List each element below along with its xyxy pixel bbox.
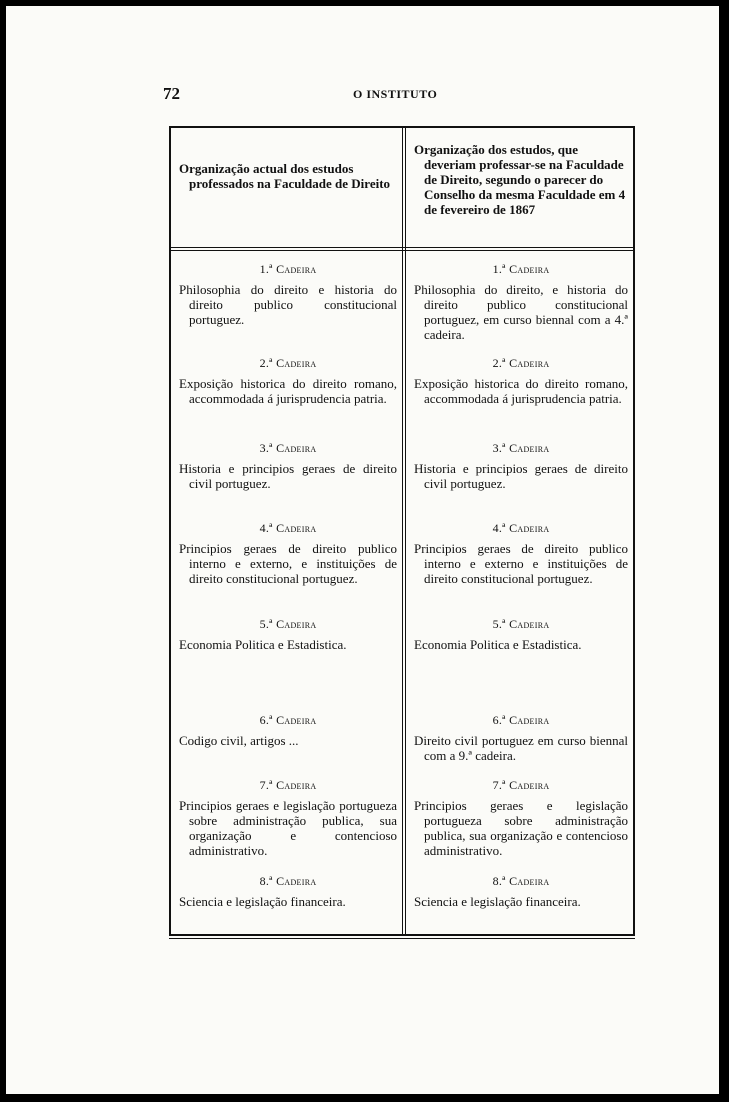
cadeira-label: Cadeira (509, 441, 550, 455)
right-column (414, 128, 628, 934)
cadeira-label: Cadeira (509, 713, 550, 727)
cadeira-heading (179, 874, 397, 889)
cadeira-number: 7.ª (259, 778, 273, 792)
cadeira-heading (414, 874, 628, 889)
cadeira-heading (414, 778, 628, 793)
cadeira-label: Cadeira (276, 356, 317, 370)
left-section-5 (179, 617, 397, 652)
left-section-3 (179, 441, 397, 491)
cadeira-heading (179, 778, 397, 793)
cadeira-number: 3.ª (492, 441, 506, 455)
right-section-7 (414, 778, 628, 858)
left-section-2 (179, 356, 397, 406)
subject-text: Sciencia e legislação financeira. (414, 894, 581, 909)
subject-text: Principios geraes de direito publico interno e externo e instituições de direito constitucional portuguez. (414, 541, 628, 586)
cadeira-number: 4.ª (259, 521, 273, 535)
subject-text: Historia e principios geraes de direito civil portuguez. (179, 461, 397, 491)
cadeira-number: 1.ª (259, 262, 273, 276)
cadeira-number: 2.ª (259, 356, 273, 370)
comparison-table (169, 126, 635, 936)
cadeira-heading (414, 441, 628, 456)
cadeira-label: Cadeira (276, 262, 317, 276)
cadeira-label: Cadeira (509, 617, 550, 631)
cadeira-number: 4.ª (492, 521, 506, 535)
cadeira-number: 6.ª (259, 713, 273, 727)
subject-text: Codigo civil, artigos ... (179, 733, 299, 748)
left-section-4 (179, 521, 397, 586)
cadeira-heading (414, 521, 628, 536)
right-section-5 (414, 617, 628, 652)
cadeira-label: Cadeira (509, 778, 550, 792)
subject-text: Principios geraes de direito publico interno e externo, e instituições de direito constitucional portuguez. (179, 541, 397, 586)
cadeira-label: Cadeira (276, 617, 317, 631)
right-section-6 (414, 713, 628, 763)
right-section-8 (414, 874, 628, 909)
subject-text: Principios geraes e legislação portugueza sobre administração publica, sua organização e contencioso administrativo. (414, 798, 628, 858)
cadeira-heading (179, 262, 397, 277)
subject-text: Principios geraes e legislação portugueza sobre administração publica, sua organização e contencioso administrativo. (179, 798, 397, 858)
cadeira-label: Cadeira (276, 874, 317, 888)
cadeira-label: Cadeira (276, 713, 317, 727)
cadeira-number: 3.ª (259, 441, 273, 455)
left-section-7 (179, 778, 397, 858)
left-section-1 (179, 262, 397, 327)
cadeira-heading (414, 262, 628, 277)
cadeira-number: 8.ª (492, 874, 506, 888)
cadeira-heading (414, 617, 628, 632)
cadeira-label: Cadeira (509, 262, 550, 276)
running-head (163, 84, 563, 104)
left-section-6 (179, 713, 397, 748)
subject-text: Economia Politica e Estadistica. (179, 637, 347, 652)
cadeira-heading (179, 441, 397, 456)
right-section-3 (414, 441, 628, 491)
cadeira-heading (179, 617, 397, 632)
right-section-1 (414, 262, 628, 342)
cadeira-number: 6.ª (492, 713, 506, 727)
subject-text: Philosophia do direito, e historia do direito publico constitucional portuguez, em curso biennal com a 4.ª cadeira. (414, 282, 628, 342)
cadeira-label: Cadeira (509, 874, 550, 888)
page-number: 72 (163, 84, 180, 103)
cadeira-heading (179, 713, 397, 728)
subject-text: Exposição historica do direito romano, accommodada á jurisprudencia patria. (414, 376, 628, 406)
right-section-4 (414, 521, 628, 586)
left-section-8 (179, 874, 397, 909)
right-section-2 (414, 356, 628, 406)
cadeira-heading (179, 521, 397, 536)
left-column-header: Organização actual dos estudos professados na Faculdade de Direito (179, 161, 391, 191)
left-column (179, 128, 397, 934)
subject-text: Exposição historica do direito romano, accommodada á jurisprudencia patria. (179, 376, 397, 406)
subject-text: Economia Politica e Estadistica. (414, 637, 582, 652)
right-column-header: Organização dos estudos, que deveriam professar-se na Faculdade de Direito, segundo o parecer do Conselho da mesma Faculdade em 4 de fevereiro de 1867 (414, 142, 626, 217)
cadeira-number: 2.ª (492, 356, 506, 370)
cadeira-number: 1.ª (492, 262, 506, 276)
journal-title: O INSTITUTO (353, 87, 438, 101)
cadeira-label: Cadeira (276, 778, 317, 792)
cadeira-heading (179, 356, 397, 371)
cadeira-number: 5.ª (259, 617, 273, 631)
cadeira-label: Cadeira (509, 356, 550, 370)
subject-text: Sciencia e legislação financeira. (179, 894, 346, 909)
cadeira-label: Cadeira (276, 441, 317, 455)
subject-text: Historia e principios geraes de direito civil portuguez. (414, 461, 628, 491)
cadeira-number: 8.ª (259, 874, 273, 888)
cadeira-heading (414, 713, 628, 728)
cadeira-heading (414, 356, 628, 371)
cadeira-number: 5.ª (492, 617, 506, 631)
page (6, 6, 719, 1094)
cadeira-label: Cadeira (509, 521, 550, 535)
subject-text: Direito civil portuguez em curso biennal com a 9.ª cadeira. (414, 733, 628, 763)
cadeira-label: Cadeira (276, 521, 317, 535)
cadeira-number: 7.ª (492, 778, 506, 792)
subject-text: Philosophia do direito e historia do direito publico constitucional portuguez. (179, 282, 397, 327)
